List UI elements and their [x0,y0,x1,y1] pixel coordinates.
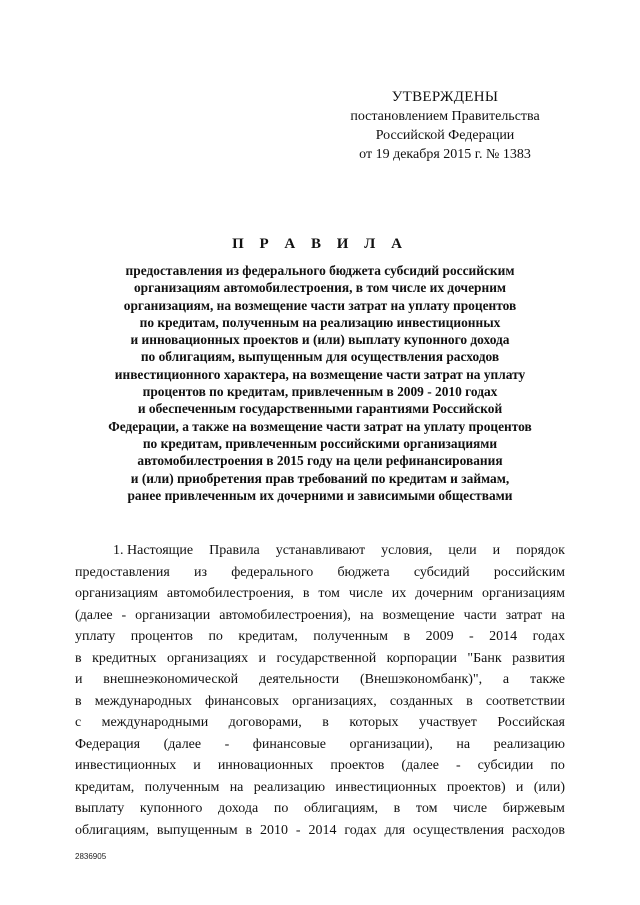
body-word: возмещение [382,607,455,623]
body-word: созданных [389,693,454,709]
subtitle-line: по кредитам, полученным на реализацию инвестиционных [139,314,501,330]
body-word: устанавливают [275,543,366,558]
body-word: процентов [130,629,193,644]
body-word: (далее [75,607,113,623]
body-line [75,777,565,799]
body-word: - [121,607,127,623]
body-word: и [193,758,201,773]
body-word: дочерним [415,586,474,601]
body-word: условия, [381,543,433,558]
body-word: организациям [481,586,565,601]
body-word: договорами, [228,715,302,730]
body-word: "Банк [467,650,502,666]
body-word: бюджета [337,564,390,580]
body-word: деятельности [258,672,340,687]
body-line [75,562,565,584]
subtitle-line: инвестиционного характера, на возмещение части затрат на уплату [114,366,526,382]
body-word: финансовые [252,736,327,752]
document-subtitle [60,262,580,504]
body-line [75,583,565,605]
body-word: международных [94,693,192,709]
body-word: и [75,672,83,687]
body-word: (далее [401,758,439,773]
body-word: и [258,650,267,666]
body-word: реализацию [253,779,326,795]
body-word: с [75,715,82,730]
body-word: на [456,736,471,752]
body-line [75,798,565,820]
subtitle-line: ранее привлеченным их дочерними и зависимыми обществами [127,487,513,503]
body-word: организациях, [292,693,377,709]
subtitle-line: процентов по кредитам, привлеченным в 2009 - 2010 годах [142,384,498,400]
body-word: числе [453,801,488,816]
body-word: субсидий [413,564,470,580]
body-word: в [75,650,82,666]
body-word: облигациям, [304,801,379,816]
body-word: корпорации [386,650,457,666]
body-line [75,626,565,648]
body-word: расходов [511,822,565,838]
body-word: том [415,801,438,816]
body-word: реализацию [493,736,565,752]
body-word: части [463,607,497,623]
body-word: организации [135,607,211,623]
body-word: - [295,822,301,838]
body-word: проектов [330,758,385,773]
body-word: Правила [209,543,260,558]
body-word: развития [512,650,565,666]
body-word: дохода [218,801,259,816]
body-word: полученным [144,779,220,795]
body-word: порядок [516,543,565,558]
body-line [75,820,565,842]
subtitle-line: организациям, на возмещение части затрат на уплату процентов [123,297,517,313]
body-word: биржевым [502,801,565,816]
body-line [75,691,565,713]
document-title: П Р А В И Л А [232,236,408,252]
approval-stamp [330,88,560,164]
body-word: уплату [75,629,116,644]
body-word: годах [344,822,377,838]
body-word: кредитам, [238,629,298,644]
body-word: в [245,822,253,838]
body-word: затрат [505,607,543,623]
body-word: выпущенным [156,822,238,838]
body-word: купонного [139,801,203,816]
body-word: Федерация [75,736,141,752]
body-word: соответствии [485,693,565,709]
body-word: в [322,715,329,730]
body-word: а [502,672,510,687]
approval-date-number: от 19 декабря 2015 г. № 1383 [359,147,531,162]
body-word: полученным [313,629,388,644]
body-word: внешнеэкономической [103,672,239,687]
body-word: 2010 [260,822,289,838]
body-paragraph [75,540,565,841]
body-word: российским [493,564,565,580]
body-word: кредитам, [75,779,135,795]
body-word: инвестиционных [335,779,437,795]
body-word: Российская [497,715,565,730]
document-id: 2836905 [75,852,107,861]
body-line [75,712,565,734]
body-word: 2014 [308,822,337,838]
body-word: в [393,801,401,816]
body-line [75,648,565,670]
body-word: в [466,693,473,709]
body-word: - [455,758,461,773]
body-word: также [529,672,565,687]
body-word: предоставления [75,564,170,580]
body-word: цели [448,543,477,558]
body-word: 2014 [489,629,518,644]
body-line [75,669,565,691]
body-word: в [75,693,82,709]
body-word: из [193,564,207,580]
subtitle-line: и обеспеченным государственными гарантиями Российской [137,401,503,417]
body-word: (Внешэкономбанк)", [359,672,483,687]
body-word: субсидии [477,758,534,773]
body-word: организации), [349,736,433,752]
subtitle-line: организациям автомобилестроения, в том числе их дочерним [133,280,507,296]
body-word: организациях [166,650,249,666]
body-word: для [384,822,406,838]
body-word: их [391,586,407,601]
body-word: (далее [163,736,202,752]
body-line [75,605,565,627]
approval-heading: УТВЕРЖДЕНЫ [391,89,499,105]
body-word: международными [101,715,209,730]
body-word: и [492,543,501,558]
body-line [75,540,565,562]
subtitle-line: Федерации, а также на возмещение части затрат на уплату процентов [108,418,532,434]
approval-line: постановлением Правительства [350,109,540,124]
body-word: в [403,629,411,644]
body-word: проектов) [446,779,506,795]
body-word: (или) [533,779,565,795]
body-word: осуществления [412,822,505,838]
body-word: инвестиционных [75,758,177,773]
body-word: том [318,586,340,601]
body-word: 1. Настоящие [113,543,194,558]
subtitle-line: предоставления из федерального бюджета субсидий российским [125,263,515,278]
subtitle-line: автомобилестроения в 2015 году на цели рефинансирования [137,453,503,469]
subtitle-line: по кредитам, привлеченным российскими организациями [142,435,498,451]
body-word: выплату [75,801,125,816]
body-word: федерального [231,564,314,580]
body-word: и [515,779,524,795]
body-word: по [273,801,289,816]
body-word: кредитных [92,650,157,666]
body-word: которых [349,715,399,730]
body-word: годах [532,629,565,644]
body-word: на [359,607,374,623]
body-word: автомобилестроения), [219,607,351,623]
subtitle-line: и (или) приобретения прав требований по кредитам и займам, [130,470,510,486]
body-word: финансовых [205,693,280,709]
body-word: государственной [276,650,377,666]
subtitle-line: по облигациям, выпущенным для осуществления расходов [140,349,500,365]
body-line [75,734,565,756]
body-word: - [469,629,474,644]
body-word: на [229,779,244,795]
body-word: автомобилестроения, [166,586,294,601]
body-line [75,755,565,777]
body-word: по [550,758,565,773]
body-word: организациям [75,586,158,601]
subtitle-line: и инновационных проектов и (или) выплату купонного дохода [130,332,510,348]
body-word: инновационных [217,758,314,773]
body-word: участвует [419,715,477,730]
body-word: на [551,607,565,623]
approval-line: Российской Федерации [375,128,515,143]
body-word: - [224,736,230,752]
body-word: облигациям, [75,822,149,838]
body-word: в [302,586,310,601]
body-word: по [208,629,223,644]
body-word: 2009 [425,629,454,644]
body-word: числе [348,586,383,601]
